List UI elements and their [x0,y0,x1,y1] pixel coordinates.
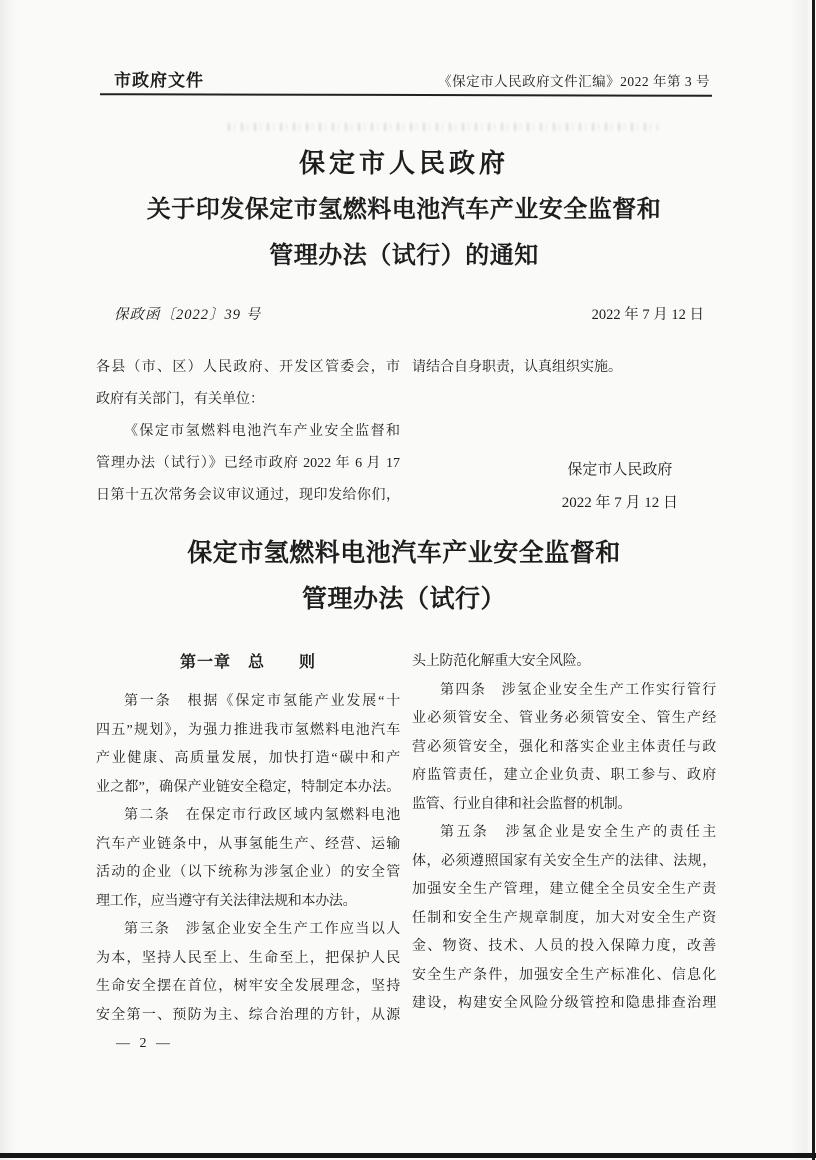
text-line: 安全第一、预防为主、综合治理的方针，从源 [96,1007,400,1023]
measures-title-line-2: 管理办法（试行） [301,586,506,613]
document-number: 保政函〔2022〕39 号 [114,307,262,323]
page-number: — 2 — [116,1036,173,1051]
notice-body [96,352,716,520]
text-line: 安全生产条件，加强安全生产标准化、信息化 [412,967,716,983]
text-line: 汽车产业链条中，从事氢能生产、经营、运输 [96,836,400,852]
notice-title-line-2: 关于印发保定市氢燃料电池汽车产业安全监督和 [146,197,662,223]
text-line: 各县（市、区）人民政府、开发区管委会，市 [96,360,400,375]
scan-edge-right [812,0,815,1160]
text-line: 业必须管安全、管业务必须管安全、管生产经 [412,711,716,726]
signature-org: 保定市人民政府 [567,462,673,478]
chapter-heading: 第一章 总 则 [179,654,316,671]
text-line: 加强安全生产管理，建立健全全员安全生产责 [412,882,716,897]
page-header [114,66,710,91]
text-line: 业之都”，确保产业链安全稳定，特制定本办法。 [96,779,400,795]
measures-body [96,648,716,1030]
document-number-row [114,303,704,324]
bleed-through-artifact [228,123,658,131]
measures-title [0,531,808,623]
measures-left-column [96,648,400,1030]
notice-left-column [96,352,400,520]
text-line: 产业健康、高质量发展，加快打造“碳中和产 [96,751,400,766]
text-line: 第二条 在保定市行政区域内氢燃料电池 [124,808,400,823]
text-line: 理工作，应当遵守有关法律法规和本办法。 [96,893,357,909]
text-line: 请结合自身职责，认真组织实施。 [412,360,622,375]
text-line: 体，必须遵照国家有关安全生产的法律、法规， [412,853,716,869]
header-section-label: 市政府文件 [114,71,204,90]
text-line: 《保定市氢燃料电池汽车产业安全监督和 [124,424,400,439]
text-line: 管理办法（试行）》已经市政府 2022 年 6 月 17 [96,456,400,471]
signature-block [562,454,678,520]
text-line: 生命安全摆在首位，树牢安全发展理念，坚持 [96,979,400,994]
signature-date: 2022 年 7 月 12 日 [561,495,678,511]
text-line: 建设，构建安全风险分级管控和隐患排查治理 [412,996,716,1011]
notice-title-line-1: 保定市人民政府 [298,149,509,178]
text-line: 监管、行业自律和社会监督的机制。 [412,796,632,812]
text-line: 第一条 根据《保定市氢能产业发展“十 [124,694,400,709]
notice-right-column [412,352,716,520]
header-compilation-issue: 《保定市人民政府文件汇编》2022 年第 3 号 [438,74,710,89]
text-line: 活动的企业（以下统称为涉氢企业）的安全管 [96,865,400,880]
text-line: 为本，坚持人民至上、生命至上，把保护人民 [96,950,400,966]
measures-right-column [412,648,716,1030]
text-line: 日第十五次常务会议审议通过，现印发给你们， [96,488,400,503]
document-date: 2022 年 7 月 12 日 [591,307,704,323]
text-line: 第四条 涉氢企业安全生产工作实行管行 [440,682,716,698]
measures-title-line-1: 保定市氢燃料电池汽车产业安全监督和 [187,540,621,567]
header-rule [100,93,712,97]
notice-title-line-3: 管理办法（试行）的通知 [269,243,539,269]
text-line: 头上防范化解重大安全风险。 [412,654,591,669]
scan-edge-bottom [0,1153,816,1158]
text-line: 营必须管安全，强化和落实企业主体责任与政 [412,739,716,755]
text-line: 府监管责任，建立企业负责、职工参与、政府 [412,768,716,783]
text-line: 政府有关部门，有关单位： [96,392,264,407]
text-line: 任制和安全生产规章制度，加大对安全生产资 [412,910,716,926]
text-line: 金、物资、技术、人员的投入保障力度，改善 [412,939,716,954]
notice-title [0,140,808,279]
text-line: 四五”规划》，为强力推进我市氢燃料电池汽车 [96,722,400,738]
text-line: 第五条 涉氢企业是安全生产的责任主 [440,825,716,840]
text-line: 第三条 涉氢企业安全生产工作应当以人 [124,922,400,937]
